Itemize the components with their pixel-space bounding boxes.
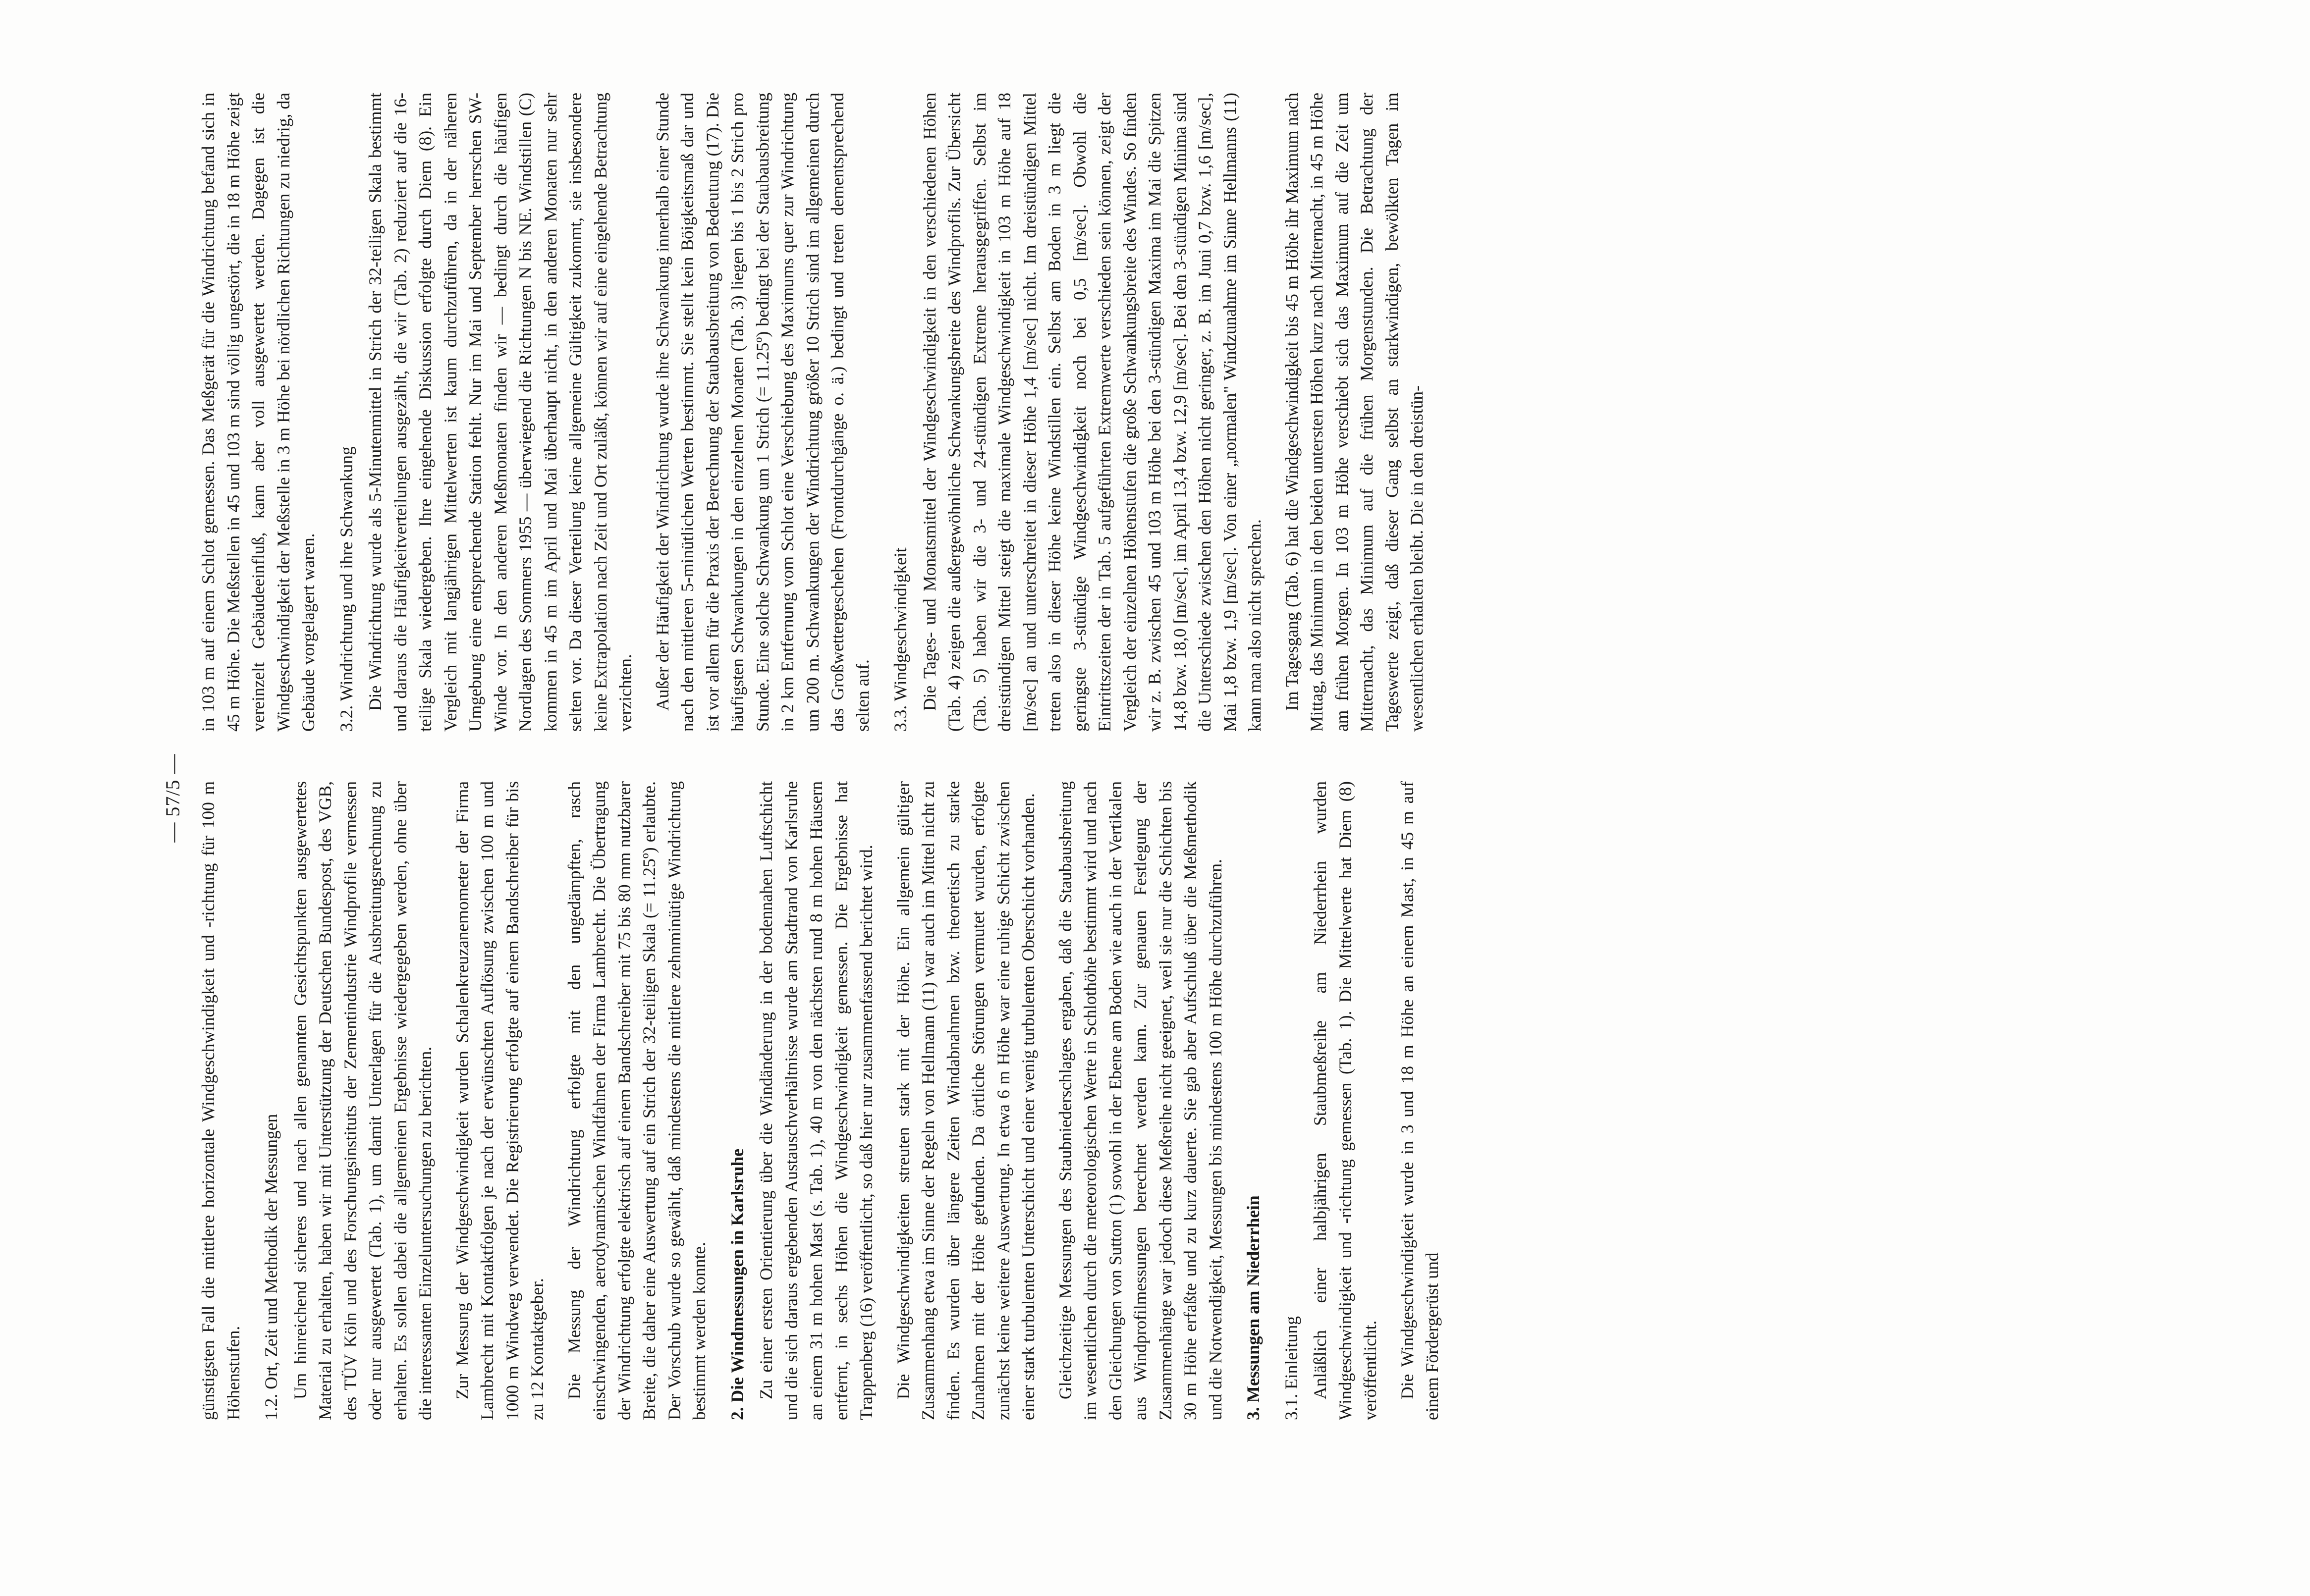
paragraph: günstigsten Fall die mittlere horizontale Windgeschwindigkeit und -richtung für 100 m Höhenstufen. [198,781,243,1420]
paragraph: Die Messung der Windrichtung erfolgte mit den ungedämpften, rasch einschwingenden, aerodynamischen Windfahnen der Firma Lambrecht. Die Übertragung der Windrichtung erfolgte elektrisch auf einem Bandschreiber mit 75 bis 80 mm nutzbarer Breite, die daher eine Auswertung auf ein Strich der 32-teiligen Skala (= 11.25º) erlaubte. Der Vorschub wurde so gewählt, daß mindestens die mittlere zehnminütige Windrichtung bestimmt werden konnte. [564,781,709,1420]
paragraph: Um hinreichend sicheres und nach allen genannten Gesichtspunkten ausgewertetes Material zu erhalten, haben wir mit Unterstützung der Deutschen Bundespost, des VGB, des TÜV Köln und des Forschungsinstituts der Zementindustrie Windprofile vermessen oder nur ausgewertet (Tab. 1), um damit Unterlagen für die Ausbreitungsrechnung zu erhalten. Es sollen dabei die allgemeinen Ergebnisse wiedergegeben werden, ohne über die interessanten Einzeluntersuchungen zu berichten. [290,781,435,1420]
section-heading-3-2: 3.2. Windrichtung und ihre Schwankung [336,446,356,732]
section-heading-3: 3. Messungen am Niederrhein [1243,1195,1263,1420]
paragraph: Die Windgeschwindigkeiten streuten stark mit der Höhe. Ein allgemein gültiger Zusammenhang etwa im Sinne der Regeln von Hellmann (11) war auch im Mittel nicht zu finden. Es wurden über längere Zeiten Windabnahmen bzw. theoretisch zu starke Zunahmen mit der Höhe gefunden. Da örtliche Störungen vermutet wurden, erfolgte zunächst keine weitere Auswertung. In etwa 6 m Höhe war eine ruhige Schicht zwischen einer stark turbulenten Unterschicht und einer wenig turbulenten Oberschicht vorhanden. [893,781,1038,1420]
paragraph: Gleichzeitige Messungen des Staubniederschlages ergaben, daß die Staubausbreitung im wesentlichen durch die meteorologischen Werte in Schlothöhe bestimmt wird und nach den Gleichungen von Sutton (1) sowohl in der Ebene am Boden wie auch in der Vertikalen aus Windprofilmessungen berechnet werden kann. Zur genauen Festlegung der Zusammenhänge war jedoch diese Meßreihe nicht geeignet, weil sie nur die Schichten bis 30 m Höhe erfaßte und zu kurz dauerte. Sie gab aber Aufschluß über die Meßmethodik und die Notwendigkeit, Messungen bis mindestens 100 m Höhe durchzuführen. [1055,781,1225,1420]
text-column-right [196,93,2227,732]
paragraph: Außer der Häufigkeit der Windrichtung wurde ihre Schwankung innerhalb einer Stunde nach den mittleren 5-minütlichen Werten bestimmt. Sie stellt kein Böigkeitsmaß dar und ist vor allem für die Praxis der Berechnung der Staubausbreitung von Bedeutung (17). Die häufigsten Schwankungen in den einzelnen Monaten (Tab. 3) liegen bis 1 bis 2 Strich pro Stunde. Eine solche Schwankung um 1 Strich (= 11.25º) bedingt bei der Staubausbreitung in 2 km Entfernung vom Schlot eine Verschiebung des Maximums quer zur Windrichtung um 200 m. Schwankungen der Windrichtung größer 10 Strich sind im allgemeinen durch das Großwettergeschehen (Frontdurchgänge o. ä.) bedingt und treten dementsprechend selten auf. [652,93,873,732]
paragraph: Anläßlich einer halbjährigen Staubmeßreihe am Niederrhein wurden Windgeschwindigkeit und -richtung gemessen (Tab. 1). Die Mittelwerte hat Diem (8) veröffentlicht. [1310,781,1380,1420]
text-column-left [196,781,2227,1420]
section-heading-2: 2. Die Windmessungen in Karlsruhe [727,1148,747,1420]
paragraph: Zur Messung der Windgeschwindigkeit wurden Schalenkreuzanemometer der Firma Lambrecht mit Kontaktfolgen je nach der erwünschten Auflösung zwischen 100 m und 1000 m Windweg verwendet. Die Registrierung erfolgte auf einem Bandschreiber für bis zu 12 Kontaktgeber. [452,781,547,1420]
paragraph: in 103 m auf einem Schlot gemessen. Das Meßgerät für die Windrichtung befand sich in 45 m Höhe. Die Meßstellen in 45 und 103 m sind völlig ungestört, die in 18 m Höhe zeigt vereinzelt Gebäudeeinfluß, kann aber voll ausgewertet werden. Dagegen ist die Windgeschwindigkeit der Meßstelle in 3 m Höhe bei nördlichen Richtungen zu niedrig, da Gebäude vorgelagert waren. [198,93,318,732]
section-heading-1-2: 1.2. Ort, Zeit und Methodik der Messungen [261,1114,281,1420]
paragraph: Zu einer ersten Orientierung über die Windänderung in der bodennahen Luftschicht und die sich daraus ergebenden Austauschverhältnisse wurde am Stadtrand von Karlsruhe an einem 31 m hohen Mast (s. Tab. 1), 40 m von den nächsten rund 8 m hohen Häusern entfernt, in sechs Höhen die Windgeschwindigkeit gemessen. Die Ergebnisse hat Trappenberg (16) veröffentlicht, so daß hier nur zusammenfassend berichtet wird. [756,781,876,1420]
paragraph: Im Tagesgang (Tab. 6) hat die Windgeschwindigkeit bis 45 m Höhe ihr Maximum nach Mittag, das Minimum in den beiden untersten Höhen kurz nach Mitternacht, in 45 m Höhe am frühen Morgen. In 103 m Höhe verschiebt sich das Maximum auf die Zeit um Mitternacht, das Minimum auf die frühen Morgenstunden. Die Betrachtung der Tageswerte zeigt, daß dieser Gang selbst an starkwindigen, bewölkten Tagen im wesentlichen erhalten bleibt. Die in den dreistün- [1281,93,1427,732]
paragraph: Die Windgeschwindigkeit wurde in 3 und 18 m Höhe an einem Mast, in 45 m auf einem Fördergerüst und [1397,781,1442,1420]
paragraph: Die Tages- und Monatsmittel der Windgeschwindigkeit in den verschiedenen Höhen (Tab. 4) zeigen die außergewöhnliche Schwankungsbreite des Windprofils. Zur Übersicht (Tab. 5) haben wir die 3- und 24-stündigen Extreme herausgegriffen. Selbst im dreistündigen Mittel steigt die maximale Windgeschwindigkeit in 103 m Höhe auf 18 [m/sec] an und unterschreitet in dieser Höhe 1,4 [m/sec] nicht. Im dreistündigen Mittel treten also in dieser Höhe keine Windstillen ein. Selbst am Boden in 3 m liegt die geringste 3-stündige Windgeschwindigkeit noch bei 0,5 [m/sec]. Obwohl die Eintrittszeiten der in Tab. 5 aufgeführten Extremwerte verschieden sein können, zeigt der Vergleich der einzelnen Höhenstufen die große Schwankungsbreite des Windes. So finden wir z. B. zwischen 45 und 103 m Höhe bei den 3-stündigen Maxima im Mai die Spitzen 14,8 bzw. 18,0 [m/sec], im April 13,4 bzw. 12,9 [m/sec]. Bei den 3-stündigen Minima sind die Unterschiede zwischen den Höhen nicht geringer, z. B. im Juni 0,7 bzw. 1,6 [m/sec], Mai 1,8 bzw. 1,9 [m/sec]. Von einer „normalen" Windzunahme im Sinne Hellmanns (11) kann man also nicht sprechen. [919,93,1265,732]
section-heading-3-1: 3.1. Einleitung [1281,1316,1301,1420]
page-number: — 57/5 — [162,753,184,843]
section-heading-3-3: 3.3. Windgeschwindigkeit [890,547,910,732]
paragraph: Die Windrichtung wurde als 5-Minutenmittel in Strich der 32-teiligen Skala bestimmt und daraus die Häufigkeitverteilungen ausgezählt, die wir (Tab. 2) reduziert auf die 16-teilige Skala wiedergeben. Ihre eingehende Diskussion erfolgte durch Diem (8). Ein Vergleich mit langjährigen Mittelwerten ist kaum durchzuführen, da in der näheren Umgebung eine entsprechende Station fehlt. Nur im Mai und September herrschen SW-Winde vor. In den anderen Meßmonaten finden wir — bedingt durch die häufigen Nordlagen des Sommers 1955 — überwiegend die Richtungen N bis NE. Windstillen (C) kommen in 45 m im April und Mai überhaupt nicht, in den anderen Monaten nur sehr selten vor. Da dieser Verteilung keine allgemeine Gültigkeit zukommt, sie insbesondere keine Extrapolation nach Zeit und Ort zuläßt, können wir auf eine eingehende Betrachtung verzichten. [365,93,635,732]
